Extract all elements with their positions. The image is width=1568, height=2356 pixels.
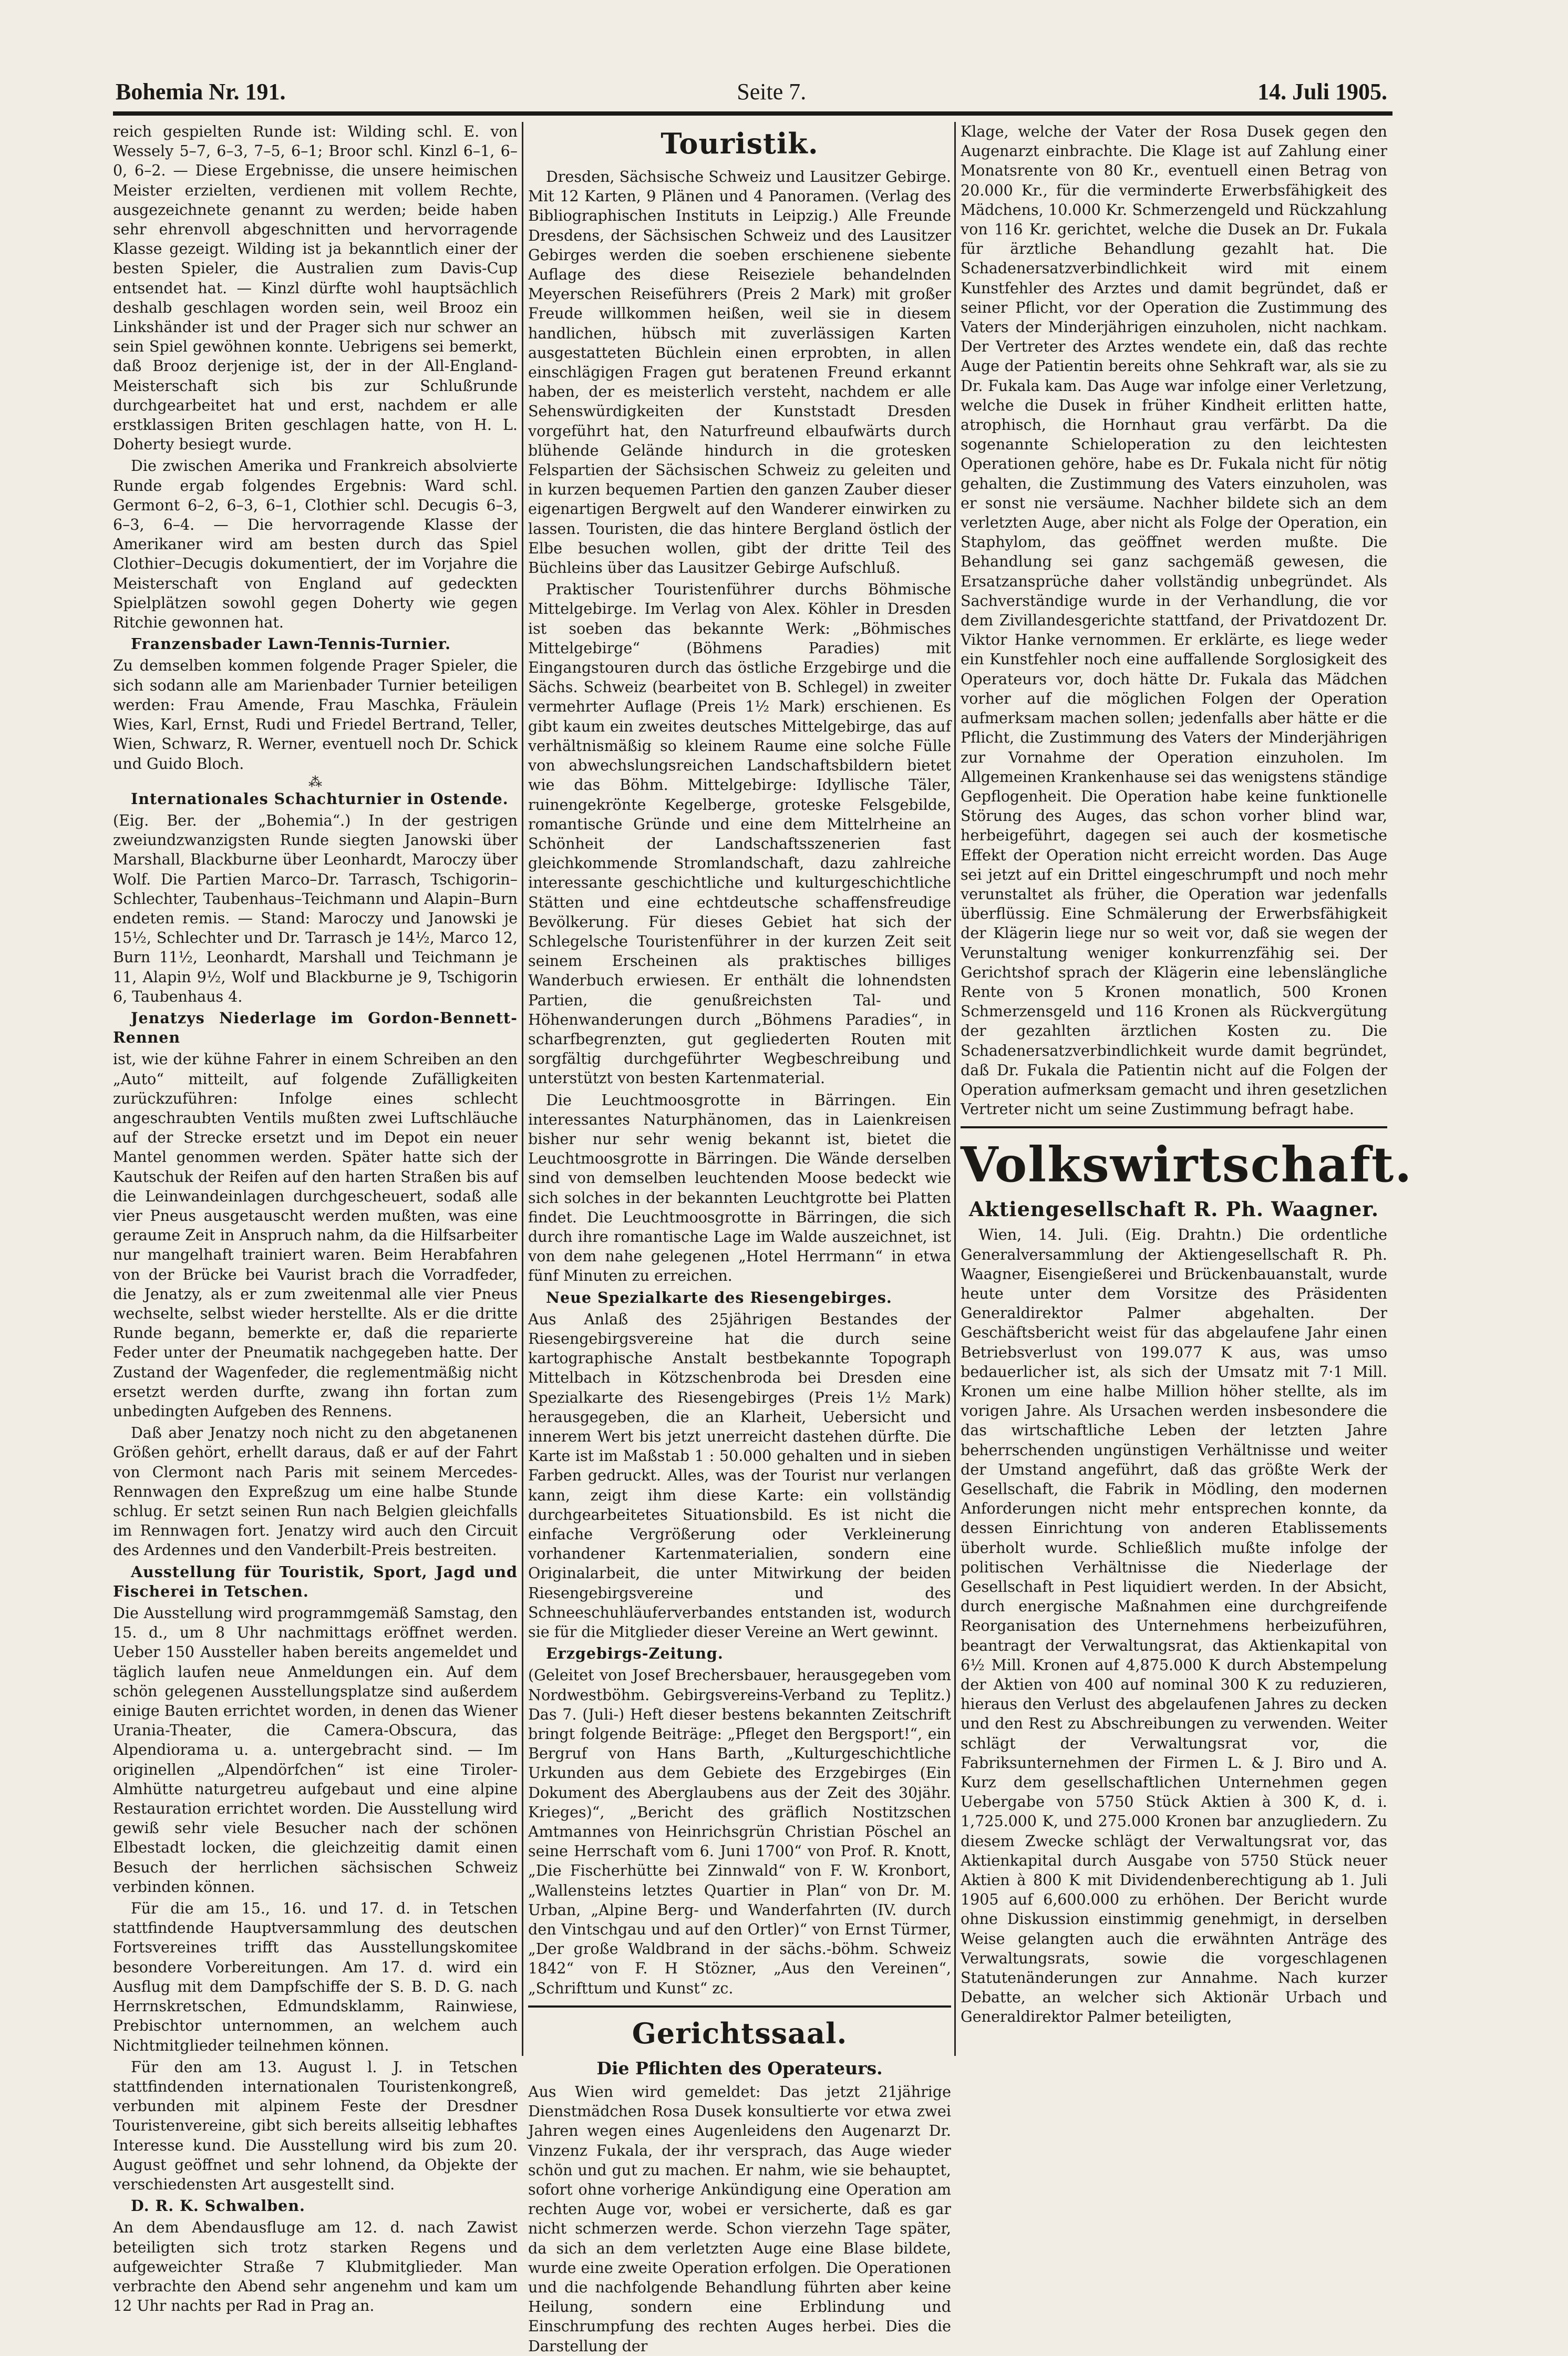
- article-paragraph: Zu demselben kommen folgende Prager Spieler, die sich sodann alle am Marienbader Turnier beteiligen werden: Frau Amende, Frau Maschka, Fräulein Wies, Karl, Ernst, Rudi und Friedel Bertrand, Teller, Wien, Schwarz, R. Werner, eventuell noch Dr. Schick und Guido Bloch.: [113, 657, 518, 773]
- article-paragraph: Aus Wien wird gemeldet: Das jetzt 21jährige Dienstmädchen Rosa Dusek konsultierte vor etwa zwei Jahren wegen eines Augenleidens den Augenarzt Dr. Vinzenz Fukala, der ihr versprach, das Auge wieder schön und gut zu machen. Er nahm, wie sie behauptet, sofort ohne vorherige Ankündigung eine Operation am rechten Auge vor, wobei er versicherte, daß es gar nicht schmerzen werde. Schon vierzehn Tage später, da sich an dem verletzten Auge eine Blase bildete, wurde eine zweite Operation erfolgen. Die Operationen und die nachfolgende Behandlung führten aber keine Heilung, sondern eine Erblindung und Einschrumpfung des rechten Auges herbei. Dies die Darstellung der: [528, 2083, 951, 2355]
- article-heading: Franzensbader Lawn-Tennis-Turnier.: [131, 635, 451, 653]
- article-paragraph: Die Ausstellung wird programmgemäß Samstag, den 15. d., um 8 Uhr nachmittags eröffnet werden. Ueber 150 Aussteller haben bereits angemeldet und täglich laufen neue Anmeldungen ein. Auf dem schön gelegenen Ausstellungsplatze sind außerdem einige Bauten errichtet worden, in denen das Wiener Urania-Theater, die Camera-Obscura, das Alpendiorama u. a. untergebracht sind. — Im originellen „Alpendörfchen“ ist eine Tiroler-Almhütte naturgetreu aufgebaut und eine alpine Restauration errichtet worden. Die Ausstellung wird gewiß sehr viele Besucher nach der schönen Elbestadt locken, die gleichzeitig damit einen Besuch der herrlichen sächsischen Schweiz verbinden können.: [113, 1604, 518, 1896]
- article-paragraph: Wien, 14. Juli. (Eig. Drahtn.) Die ordentliche Generalversammlung der Aktiengesellschaft R. Ph. Waagner, Eisengießerei und Brückenbauanstalt, wurde heute unter dem Vorsitze des Präsidenten Generaldirektor Palmer abgehalten. Der Geschäftsbericht weist für das abgelaufene Jahr einen Betriebsverlust von 199.077 K aus, was umso bedauerlicher ist, als sich der Umsatz mit 7·1 Mill. Kronen um eine halbe Million höher stellte, als im vorigen Jahre. Als Ursachen werden insbesondere die das wirtschaftliche Leben der letzten Jahre beherrschenden ungünstigen Verhältnisse und weiter der Umstand angeführt, daß das größte Werk der Gesellschaft, die Fabrik in Mödling, den modernen Anforderungen nicht mehr entsprechen konnte, da dessen Einrichtung von anderen Etablissements überholt wurde. Schließlich mußte infolge der politischen Verhältnisse die Niederlage der Gesellschaft in Pest liquidiert werden. In der Absicht, durch energische Maßnahmen eine durchgreifende Reorganisation des Unternehmens herbeizuführen, beantragt der Verwaltungsrat, das Aktienkapital von 6½ Mill. Kronen auf 4,875.000 K durch Abstempelung der Aktien von 400 auf nominal 300 K zu reduzieren, hieraus den Verlust des abgelaufenen Jahres zu decken und den Rest zu Abschreibungen zu verwenden. Weiter schlägt der Verwaltungsrat vor, die Fabriksunternehmen der Firmen L. & J. Biro und A. Kurz dem gesellschaftlichen Unternehmen gegen Uebergabe von 5750 Stück Aktien à 300 K, d. i. 1,725.000 K, und 275.000 Kronen bar anzugliedern. Zu diesem Zwecke schlägt der Verwaltungsrat vor, das Aktienkapital durch Ausgabe von 5750 Stück neuer Aktien à 800 K mit Dividendenberechtigung ab 1. Juli 1905 auf 6,600.000 zu erhöhen. Der Bericht wurde ohne Diskussion einstimmig genehmigt, in derselben Weise gelangten auch die erwähnten Anträge des Verwaltungsrats, sowie die vorgeschlagenen Statutenänderungen zur Annahme. Nach kurzer Debatte, an welcher sich Aktionär Urbach und Generaldirektor Palmer beteiligten,: [961, 1226, 1387, 2026]
- separator-mark: ⁂: [308, 774, 322, 790]
- column-sport: [113, 122, 518, 2315]
- article-paragraph: Aus Anlaß des 25jährigen Bestandes der Riesengebirgsvereine hat die durch seine kartographische Anstalt bestbekannte Topograph Mittelbach in Kötzschenbroda bei Dresden eine Spezialkarte des Riesengebirges (Preis 1½ Mark) herausgegeben, die an Klarheit, Uebersicht und innerem Wert bis jetzt unerreicht dastehen dürfte. Die Karte ist im Maßstab 1 : 50.000 gehalten und in sieben Farben gedruckt. Alles, was der Tourist nur verlangen kann, zeigt ihm diese Karte: ein vollständig durchgearbeitetes Situationsbild. Es ist nicht die einfache Vergrößerung oder Verkleinerung vorhandener Kartenmaterialien, sondern eine Originalarbeit, die unter Mitwirkung der beiden Riesengebirgsvereine und des Schneeschuhläuferverbandes entstanden ist, wodurch sie für die Mitglieder dieser Vereine an Wert gewinnt.: [528, 1310, 951, 1641]
- section-rule: [528, 2005, 951, 2008]
- article-paragraph: reich gespielten Runde ist: Wilding schl. E. von Wessely 5–7, 6–3, 7–5, 6–1; Broor schl. Kinzl 6–1, 6–0, 6–2. — Diese Ergebnisse, die unsere heimischen Meister erzielten, verdienen mit vollem Rechte, ausgezeichnete genannt zu werden; beide haben sehr ehrenvoll abgeschnitten und hervorragende Klasse gezeigt. Wilding ist ja bekanntlich einer der besten Spieler, die Australien zum Davis-Cup entsendet hat. — Kinzl dürfte wohl hauptsächlich deshalb geschlagen worden sein, weil Brooz ein Linkshänder ist und der Prager sich nur schwer an sein Spiel gewöhnen konnte. Uebrigens sei bemerkt, daß Brooz derjenige ist, der in der All-England-Meisterschaft sich bis zur Schlußrunde durchgearbeitet hat und erst, nachdem er alle erstklassigen Briten geschlagen hatte, von H. L. Doherty besiegt wurde.: [113, 123, 518, 454]
- article-paragraph: Praktischer Touristenführer durchs Böhmische Mittelgebirge. Im Verlag von Alex. Köhler in Dresden ist soeben das bekannte Werk: „Böhmisches Mittelgebirge“ (Böhmens Paradies) mit Eingangstouren durch das östliche Erzgebirge und die Sächs. Schweiz (bearbeitet von B. Schlegel) in zweiter vermehrter Auflage (Preis 1½ Mark) erschienen. Es gibt kaum ein zweites deutsches Mittelgebirge, das auf verhältnismäßig so kleinem Raume eine solche Fülle von abwechslungsreichen Landschaftsbildern bietet wie das Böhm. Mittelgebirge: Idyllische Täler, ruinengekrönte Kegelberge, groteske Felsgebilde, romantische Gründe und eine dem Mittelrheine an Schönheit der Landschaftsszenerien fast gleichkommende Stromlandschaft, dazu zahlreiche interessante geschichtliche und kulturgeschichtliche Stätten und eine echtdeutsche schaffensfreudige Bevölkerung. Für dieses Gebiet hat sich der Schlegelsche Touristenführer in der kurzen Zeit seit seinem Erscheinen als praktisches billiges Wanderbuch erwiesen. Er enthält die lohnendsten Partien, die genußreichsten Tal- und Höhenwanderungen durch „Böhmens Paradies“, in scharfbegrenzten, gut gegliederten Routen mit sorgfältig durchgeführter Wegbeschreibung und unterstützt von besten Kartenmaterial.: [528, 581, 951, 1087]
- article-paragraph: Klage, welche der Vater der Rosa Dusek gegen den Augenarzt einbrachte. Die Klage ist auf Zahlung einer Monatsrente von 80 Kr., eventuell einen Betrag von 20.000 Kr., für die verminderte Erwerbsfähigkeit des Mädchens, 10.000 Kr. Schmerzengeld und Rückzahlung von 116 Kr. gerichtet, welche die Dusek an Dr. Fukala für ärztliche Behandlung gezahlt hat. Die Schadenersatzverbindlichkeit wird mit einem Kunstfehler des Arztes und damit begründet, daß er seiner Pflicht, vor der Operation die Zustimmung des Vaters der Minderjährigen einzuholen, nicht nachkam. Der Vertreter des Arztes wendete ein, daß das rechte Auge der Patientin bereits ohne Sehkraft war, als sie zu Dr. Fukala kam. Das Auge war infolge einer Verletzung, welche die Dusek in früher Kindheit erlitten hatte, atrophisch, die Hornhaut grau verfärbt. Da die sogenannte Schieloperation zu den leichtesten Operationen gehöre, habe es Dr. Fukala nicht für nötig gehalten, die Zustimmung des Vaters einzuholen, was er sonst nie versäume. Nachher bildete sich an dem verletzten Auge, aber nicht als Folge der Operation, ein Staphylom, das geöffnet werden mußte. Die Behandlung sei ganz sachgemäß gewesen, die Ersatzansprüche daher vollständig unbegründet. Als Sachverständige wurde in der Verhandlung, die vor dem Zivillandesgerichte stattfand, der Privatdozent Dr. Viktor Hanke vernommen. Er erklärte, es liege weder ein Kunstfehler noch eine auffallende Sorglosigkeit des Operateurs vor, doch hätte Dr. Fukala das Mädchen vorher auf die möglichen Folgen der Operation aufmerksam machen sollen; jedenfalls aber hätte er die Pflicht, die Zustimmung des Vaters der Minderjährigen zur Vornahme der Operation einzuholen. Im Allgemeinen Krankenhause sei das wenigstens ständige Gepflogenheit. Die Operation habe keine funktionelle Störung des Auges, das schon vorher blind war, herbeigeführt, dagegen sei auch der kosmetische Effekt der Operation nicht erreicht worden. Das Auge sei jetzt auf ein Drittel eingeschrumpft und noch mehr verunstaltet als früher, die Operation war jedenfalls überflüssig. Eine Schmälerung der Erwerbsfähigkeit der Klägerin liege nur so weit vor, daß sie wegen der Verunstaltung weniger konkurrenzfähig sei. Der Gerichtshof sprach der Klägerin eine lebenslängliche Rente von 5 Kronen monatlich, 500 Kronen Schmerzensgeld und 116 Kronen als Rückvergütung der gezahlten ärztlichen Kosten zu. Die Schadenersatzverbindlichkeit wurde damit begründet, daß Dr. Fukala die Patientin nicht auf die Folgen der Operation aufmerksam gemacht und ihren gesetzlichen Vertreter nicht um seine Zustimmung befragt habe.: [961, 123, 1387, 1118]
- article-paragraph: (Eig. Ber. der „Bohemia“.) In der gestrigen zweiundzwanzigsten Runde siegten Janowski über Marshall, Blackburne über Leonhardt, Maroczy über Wolf. Die Partien Marco–Dr. Tarrasch, Tschigorin–Schlechter, Taubenhaus–Teichmann und Alapin–Burn endeten remis. — Stand: Maroczy und Janowski je 15½, Schlechter und Dr. Tarrasch je 14½, Marco 12, Burn 11½, Leonhardt, Marshall und Teichmann je 11, Alapin 9½, Wolf und Blackburne je 9, Tschigorin 6, Taubenhaus 4.: [113, 811, 518, 1005]
- article-paragraph: Für den am 13. August l. J. in Tetschen stattfindenden internationalen Touristenkongreß, verbunden mit alpinem Feste der Dresdner Touristenvereine, gibt sich bereits allseitig lebhaftes Interesse kund. Die Ausstellung wird bis zum 20. August geöffnet und sehr lohnend, da Objekte der verschiedensten Art ausgestellt sind.: [113, 2058, 518, 2193]
- article-heading: Neue Spezialkarte des Riesengebirges.: [546, 1288, 892, 1306]
- column-gericht-volkswirtschaft: [961, 122, 1413, 2056]
- article-heading: Jenatzys Niederlage im Gordon-Bennett-Rennen: [113, 1009, 518, 1047]
- section-title-volkswirtschaft: Volkswirtschaft.: [961, 1136, 1413, 1194]
- article-paragraph: ist, wie der kühne Fahrer in einem Schreiben an den „Auto“ mitteilt, auf folgende Zufälligkeiten zurückzuführen: Infolge eines schlecht angeschraubten Ventils mußten zwei Luftschläuche auf der Strecke ersetzt und im Depot ein neuer Mantel genommen werden. Später hatte sich der Kautschuk der Reifen auf den harten Straßen bis auf die Leinwandeinlagen durchgescheuert, sodaß alle vier Pneus ausgetauscht werden mußten, was eine geraume Zeit in Anspruch nahm, da die Hilfsarbeiter nur mangelhaft trainiert waren. Beim Herabfahren von der Brücke bei Vaurist brach die Vorradfeder, die Jenatzy, als er zum zweitenmal alle vier Pneus wechselte, selbst wieder herstellte. Als er die dritte Runde begann, bemerkte er, daß die reparierte Feder unter der Pneumatik nachgegeben hatte. Der Zustand der Wagenfeder, die reglementmäßig nicht ersetzt werden durfte, zwang ihn fortan zum unbedingten Aufgeben des Rennens.: [113, 1051, 518, 1420]
- header-date: 14. Juli 1905.: [1257, 79, 1387, 105]
- header-newspaper-issue: Bohemia Nr. 191.: [116, 79, 286, 105]
- section-title-gerichtssaal: Gerichtssaal.: [632, 2016, 848, 2050]
- article-heading: Erzgebirgs-Zeitung.: [546, 1644, 724, 1663]
- article-paragraph: Für die am 15., 16. und 17. d. in Tetschen stattfindende Hauptversammlung des deutschen Fortsvereines trifft das Ausstellungskomitee besondere Vorbereitungen. Am 17. d. wird ein Ausflug mit dem Dampfschiffe der S. B. D. G. nach Herrnskretschen, Edmundsklamm, Rainwiese, Prebischtor unternommen, an welchem auch Nichtmitglieder teilnehmen können.: [113, 1900, 518, 2054]
- column-touristik: [528, 122, 951, 2355]
- article-paragraph: Die Leuchtmoosgrotte in Bärringen. Ein interessantes Naturphänomen, das in Laienkreisen bisher nur sehr wenig bekannt ist, bietet die Leuchtmoosgrotte in Bärringen. Die Wände derselben sind von demselben leuchtenden Moose bedeckt wie sich solches in der bekannten Leuchtgrotte bei Platten findet. Die Leuchtmoosgrotte in Bärringen, die sich durch ihre romantische Lage im Walde auszeichnet, ist von dem nahe gelegenen „Hotel Herrmann“ in etwa fünf Minuten zu erreichen.: [528, 1091, 951, 1285]
- header-rule: [113, 111, 1392, 116]
- article-heading: D. R. K. Schwalben.: [131, 2197, 305, 2215]
- article-paragraph: Dresden, Sächsische Schweiz und Lausitzer Gebirge. Mit 12 Karten, 9 Plänen und 4 Panoramen. (Verlag des Bibliographischen Instituts in Leipzig.) Alle Freunde Dresdens, der Sächsischen Schweiz und des Lausitzer Gebirges werden die soeben erschienene siebente Auflage des diese Reiseziele behandelnden Meyerschen Reiseführers (Preis 2 Mark) mit großer Freude willkommen heißen, weil sie in diesem handlichen, hübsch mit zuverlässigen Karten ausgestatteten Büchlein einen erprobten, in allen einschlägigen Fragen gut beratenen Freund erkannt haben, der es meisterlich versteht, nachdem er alle Sehenswürdigkeiten der Kunststadt Dresden vorgeführt hat, den Naturfreund elbaufwärts durch blühende Gelände hindurch in die grotesken Felspartien der Sächsischen Schweiz zu geleiten und in kurzen bequemen Partien den ganzen Zauber dieser eigenartigen Bergwelt auf den Wanderer einwirken zu lassen. Touristen, die das hintere Bergland östlich der Elbe besuchen wollen, gibt der dritte Teil des Büchleins über das Lausitzer Gebirge Aufschluß.: [528, 168, 951, 577]
- article-heading: Internationales Schachturnier in Ostende.: [131, 789, 509, 808]
- article-heading: Die Pflichten des Operateurs.: [596, 2057, 883, 2079]
- header-page-number: Seite 7.: [737, 79, 807, 105]
- column-divider: [954, 122, 956, 2056]
- article-paragraph: Die zwischen Amerika und Frankreich absolvierte Runde ergab folgendes Ergebnis: Ward schl. Germont 6–2, 6–3, 6–1, Clothier schl. Decugis 6–3, 6–3, 6–4. — Die hervorragende Klasse der Amerikaner wird am besten durch das Spiel Clothier–Decugis dokumentiert, der im Vorjahre die Meisterschaft von England auf gedeckten Spielplätzen sowohl gegen Doherty wie gegen Ritchie gewonnen hat.: [113, 457, 518, 632]
- section-title-touristik: Touristik.: [661, 127, 819, 160]
- section-rule: [961, 1126, 1387, 1128]
- article-paragraph: Daß aber Jenatzy noch nicht zu den abgetanenen Größen gehört, erhellt daraus, daß er auf der Fahrt von Clermont nach Paris mit seinem Mercedes-Rennwagen den Expreßzug um eine halbe Stunde schlug. Er setzt seinen Run nach Belgien gleichfalls im Rennwagen fort. Jenatzy wird auch den Circuit des Ardennes und den Vanderbilt-Preis bestreiten.: [113, 1424, 518, 1559]
- page-header: [116, 74, 1387, 105]
- article-heading: Ausstellung für Touristik, Sport, Jagd und Fischerei in Tetschen.: [113, 1562, 518, 1600]
- article-paragraph: An dem Abendausfluge am 12. d. nach Zawist beteiligten sich trotz starken Regens und aufgeweichter Straße 7 Klubmitglieder. Man verbrachte den Abend sehr angenehm und kam um 12 Uhr nachts per Rad in Prag an.: [113, 2219, 518, 2315]
- article-heading: Aktiengesellschaft R. Ph. Waagner.: [968, 1197, 1379, 1221]
- column-divider: [522, 122, 523, 2056]
- article-paragraph: (Geleitet von Josef Brechersbauer, herausgegeben vom Nordwestböhm. Gebirgsvereins-Verband zu Teplitz.) Das 7. (Juli-) Heft dieser bestens bekannten Zeitschrift bringt folgende Beiträge: „Pfleget den Bergsport!“, ein Bergruf von Hans Barth, „Kulturgeschichtliche Urkunden aus dem Gebiete des Erzgebirges (Ein Dokument des Aberglaubens aus der Zeit des 30jähr. Krieges)“, „Bericht des gräflich Nostitzschen Amtmannes von Heinrichsgrün Christian Pöschel an seine Herrschaft vom 6. Juni 1700“ von Prof. R. Knott, „Die Fischerhütte bei Zinnwald“ von F. W. Kronbort, „Wallensteins letztes Quartier in Plan“ von Dr. M. Urban, „Alpine Berg- und Wanderfahrten (IV. durch den Vintschgau und auf den Ortler)“ von Ernst Türmer, „Der große Waldbrand in der sächs.-böhm. Schweiz 1842“ von F. H Stözner, „Aus den Vereinen“, „Schrifttum und Kunst“ zc.: [528, 1666, 951, 1997]
